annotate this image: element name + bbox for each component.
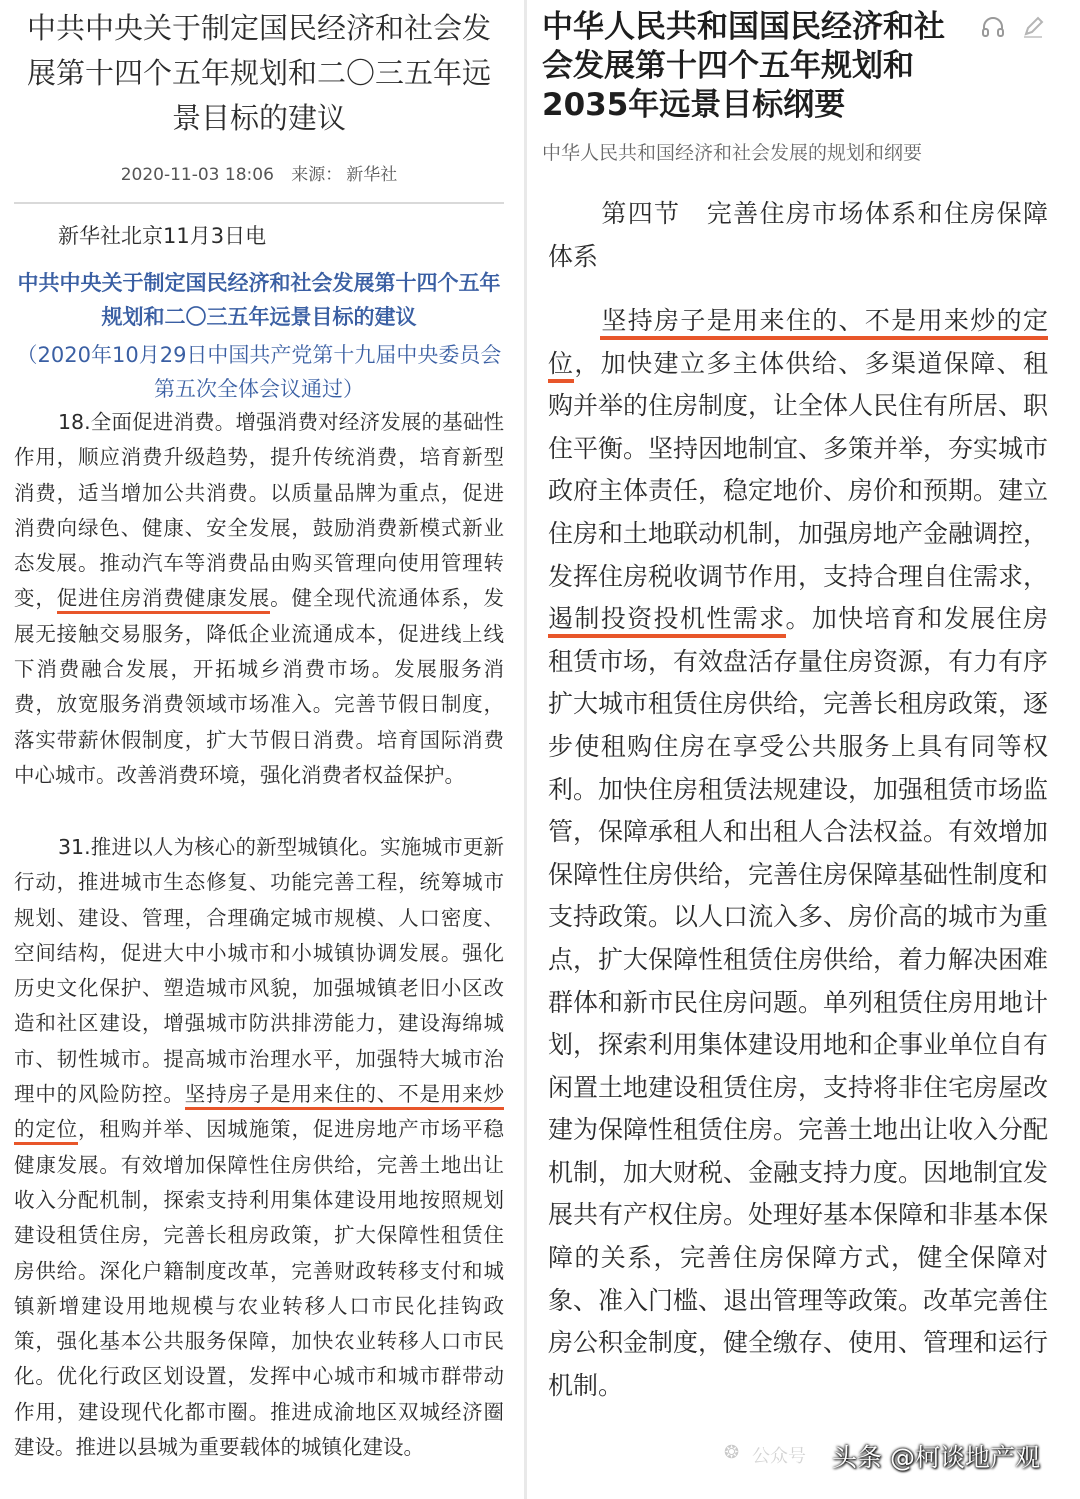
paragraph-18: 18.全面促进消费。增强消费对经济发展的基础性作用，顺应消费升级趋势，提升传统消费，培育新型消费，适当增加公共消费。以质量品牌为重点，促进消费向绿色、健康、安全发展，鼓励消费新模式新业态发展。推动汽车等消费品由购买管理向使用管理转变，促进住房消费健康发展。健全现代流通体系，发展无接触交易服务，降低企业流通成本，促进线上线下消费融合发展，开拓城乡消费市场。发展服务消费，放宽服务消费领域市场准入。完善节假日制度，落实带薪休假制度，扩大节假日消费。培育国际消费中心城市。改善消费环境，强化消费者权益保护。 xyxy=(14,410,505,787)
article-toolbar xyxy=(980,14,1060,44)
section-body: 坚持房子是用来住的、不是用来炒的定位，加快建立多主体供给、多渠道保障、租购并举的住房制度，让全体人民住有所居、职住平衡。坚持因地制宜、多策并举，夯实城市政府主体责任，稳定地价、房价和预期。建立住房和土地联动机制，加强房地产金融调控，发挥住房税收调节作用，支持合理自住需求，遏制投资投机性需求。加快培育和发展住房租赁市场，有效盘活存量住房资源，有力有序扩大城市租赁住房供给，完善长租房政策，逐步使租购住房在享受公共服务上具有同等权利。加快住房租赁法规建设，加强租赁市场监管，保障承租人和出租人合法权益。有效增加保障性住房供给，完善住房保障基础性制度和支持政策。以人口流入多、房价高的城市为重点，扩大保障性租赁住房供给，着力解决困难群体和新市民住房问题。单列租赁住房用地计划，探索利用集体建设用地和企事业单位自有闲置土地建设租赁住房，支持将非住宅房屋改建为保障性租赁住房。完善土地出让收入分配机制，加大财税、金融支持力度。因地制宜发展共有产权住房。处理好基本保障和非基本保障的关系，完善住房保障方式，健全保障对象、准入门槛、退出管理等政策。改革完善住房公积金制度，健全缴存、使用、管理和运行机制。 xyxy=(548,306,1049,1400)
left-article-title: 中共中央关于制定国民经济和社会发展第十四个五年规划和二〇三五年远景目标的建议 xyxy=(26,11,491,135)
source-name: 新华社 xyxy=(346,165,398,185)
highlighted-phrase: 坚持房子是用来住的、不是用来炒的定位 xyxy=(548,306,1048,383)
right-article xyxy=(530,0,1080,1499)
wechat-icon: ❂ xyxy=(724,1442,740,1463)
meta-divider xyxy=(14,202,504,204)
highlighted-phrase: 遏制投资投机性需求 xyxy=(548,604,786,638)
document-heading: 中共中央关于制定国民经济和社会发展第十四个五年规划和二〇三五年远景目标的建议 xyxy=(17,271,501,329)
highlighted-phrase: 促进住房消费健康发展 xyxy=(57,586,270,614)
watermark xyxy=(724,1436,1064,1482)
section-heading: 第四节 完善住房市场体系和住房保障体系 xyxy=(548,199,1048,271)
edit-icon[interactable] xyxy=(1020,14,1046,40)
paragraph-31: 31.推进以人为核心的新型城镇化。实施城市更新行动，推进城市生态修复、功能完善工程，统筹城市规划、建设、管理，合理确定城市规模、人口密度、空间结构，促进大中小城市和小城镇协调发展。强化历史文化保护、塑造城市风貌，加强城镇老旧小区改造和社区建设，增强城市防洪排涝能力，建设海绵城市、韧性城市。提高城市治理水平，加强特大城市治理中的风险防控。坚持房子是用来住的、不是用来炒的定位，租购并举、因城施策，促进房地产市场平稳健康发展。有效增加保障性住房供给，完善土地出让收入分配机制，探索支持利用集体建设用地按照规划建设租赁住房，完善长租房政策，扩大保障性租赁住房供给。深化户籍制度改革，完善财政转移支付和城镇新增建设用地规模与农业转移人口市民化挂钩政策，强化基本公共服务保障，加快农业转移人口市民化。优化行政区划设置，发挥中心城市和城市群带动作用，建设现代化都市圈。推进成渝地区双城经济圈建设。推进以县城为重要载体的城镇化建设。 xyxy=(14,835,505,1460)
left-article xyxy=(0,0,520,1499)
document-subtitle: 中华人民共和国经济和社会发展的规划和纲要 xyxy=(542,142,923,164)
document-adoption-note: （2020年10月29日中国共产党第十九届中央委员会第五次全体会议通过） xyxy=(16,343,502,401)
publish-datetime: 2020-11-03 18:06 xyxy=(120,165,274,185)
watermark-gzh: 公众号 xyxy=(752,1446,806,1467)
column-divider xyxy=(524,0,527,1499)
watermark-text: 头条 @柯谈地产观 xyxy=(832,1443,1040,1472)
source-label: 来源： 新华社 xyxy=(291,165,398,185)
dateline: 新华社北京11月3日电 xyxy=(58,224,267,248)
highlighted-phrase: 坚持房子是用来住的、不是用来炒的定位 xyxy=(14,1082,504,1145)
right-article-title: 中华人民共和国国民经济和社会发展第十四个五年规划和2035年远景目标纲要 xyxy=(542,9,945,123)
headphones-icon[interactable] xyxy=(980,14,1006,40)
left-article-meta xyxy=(14,160,504,185)
